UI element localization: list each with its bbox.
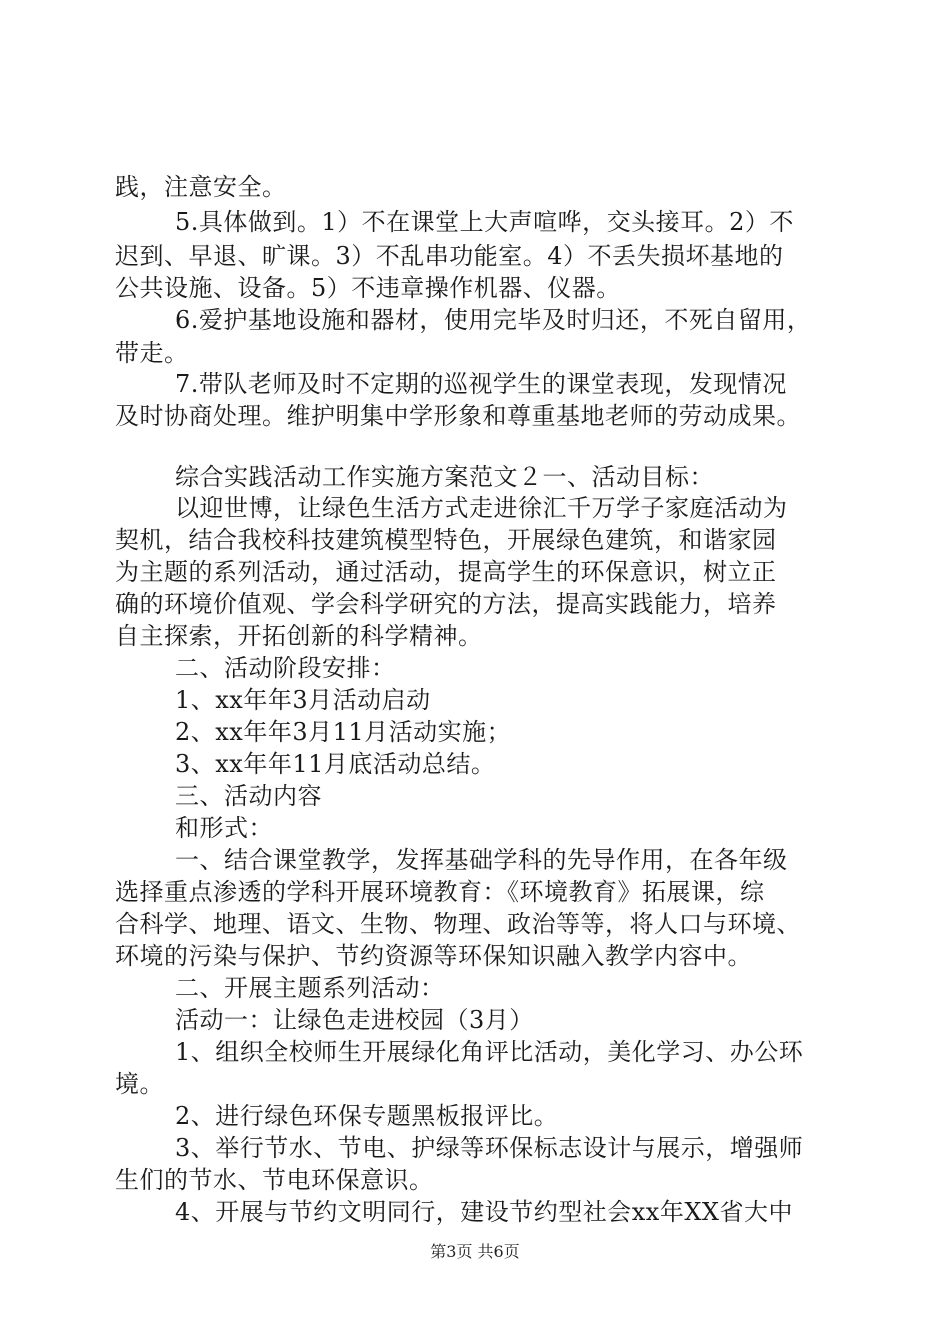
page-number-footer: 第3页 共6页 — [430, 1242, 520, 1261]
text-line-19: 三、活动内容 — [175, 782, 322, 810]
text-line-23: 合科学、地理、语文、生物、物理、政治等等，将人口与环境、 — [115, 910, 801, 938]
text-line-12: 为主题的系列活动，通过活动，提高学生的环保意识，树立正 — [115, 558, 777, 586]
text-line-18: 3、xx年年11月底活动总结。 — [175, 750, 496, 778]
text-line-3: 迟到、早退、旷课。3）不乱串功能室。4）不丢失损坏基地的 — [115, 242, 784, 270]
text-line-21: 一、结合课堂教学，发挥基础学科的先导作用，在各年级 — [175, 846, 788, 874]
text-line-22: 选择重点渗透的学科开展环境教育：《环境教育》拓展课，综 — [115, 878, 765, 906]
text-line-17: 2、xx年年3月11月活动实施； — [175, 718, 512, 746]
text-line-25: 二、开展主题系列活动： — [175, 974, 445, 1002]
text-line-16: 1、xx年年3月活动启动 — [175, 686, 431, 714]
text-line-30: 3、举行节水、节电、护绿等环保标志设计与展示，增强师 — [175, 1134, 804, 1162]
text-line-5: 6.爱护基地设施和器材，使用完毕及时归还，不死自留用， — [175, 306, 812, 334]
text-line-9: 综合实践活动工作实施方案范文２一、活动目标： — [175, 463, 714, 491]
text-line-1: 践，注意安全。 — [115, 173, 287, 201]
text-line-14: 自主探索，开拓创新的科学精神。 — [115, 622, 483, 650]
text-line-20: 和形式： — [175, 814, 273, 842]
text-line-27: 1、组织全校师生开展绿化角评比活动，美化学习、办公环 — [175, 1038, 804, 1066]
text-line-24: 环境的污染与保护、节约资源等环保知识融入教学内容中。 — [115, 942, 752, 970]
text-line-7: 7.带队老师及时不定期的巡视学生的课堂表现，发现情况 — [175, 370, 787, 398]
text-line-31: 生们的节水、节电环保意识。 — [115, 1166, 434, 1194]
text-line-8: 及时协商处理。维护明集中学形象和尊重基地老师的劳动成果。 — [115, 402, 801, 430]
text-line-26: 活动一：让绿色走进校园（3月） — [175, 1006, 534, 1034]
text-line-28: 境。 — [115, 1070, 164, 1098]
text-line-11: 契机，结合我校科技建筑模型特色，开展绿色建筑，和谐家园 — [115, 526, 777, 554]
text-line-29: 2、进行绿色环保专题黑板报评比。 — [175, 1102, 559, 1130]
text-line-4: 公共设施、设备。5）不违章操作机器、仪器。 — [115, 274, 621, 302]
text-line-10: 以迎世博，让绿色生活方式走进徐汇千万学子家庭活动为 — [175, 494, 788, 522]
text-line-6: 带走。 — [115, 339, 189, 367]
text-line-13: 确的环境价值观、学会科学研究的方法，提高实践能力，培养 — [115, 590, 777, 618]
text-line-32: 4、开展与节约文明同行，建设节约型社会xx年XX省大中 — [175, 1198, 794, 1226]
text-line-15: 二、活动阶段安排： — [175, 654, 396, 682]
text-line-2: 5.具体做到。1）不在课堂上大声喧哗，交头接耳。2）不 — [175, 208, 794, 236]
